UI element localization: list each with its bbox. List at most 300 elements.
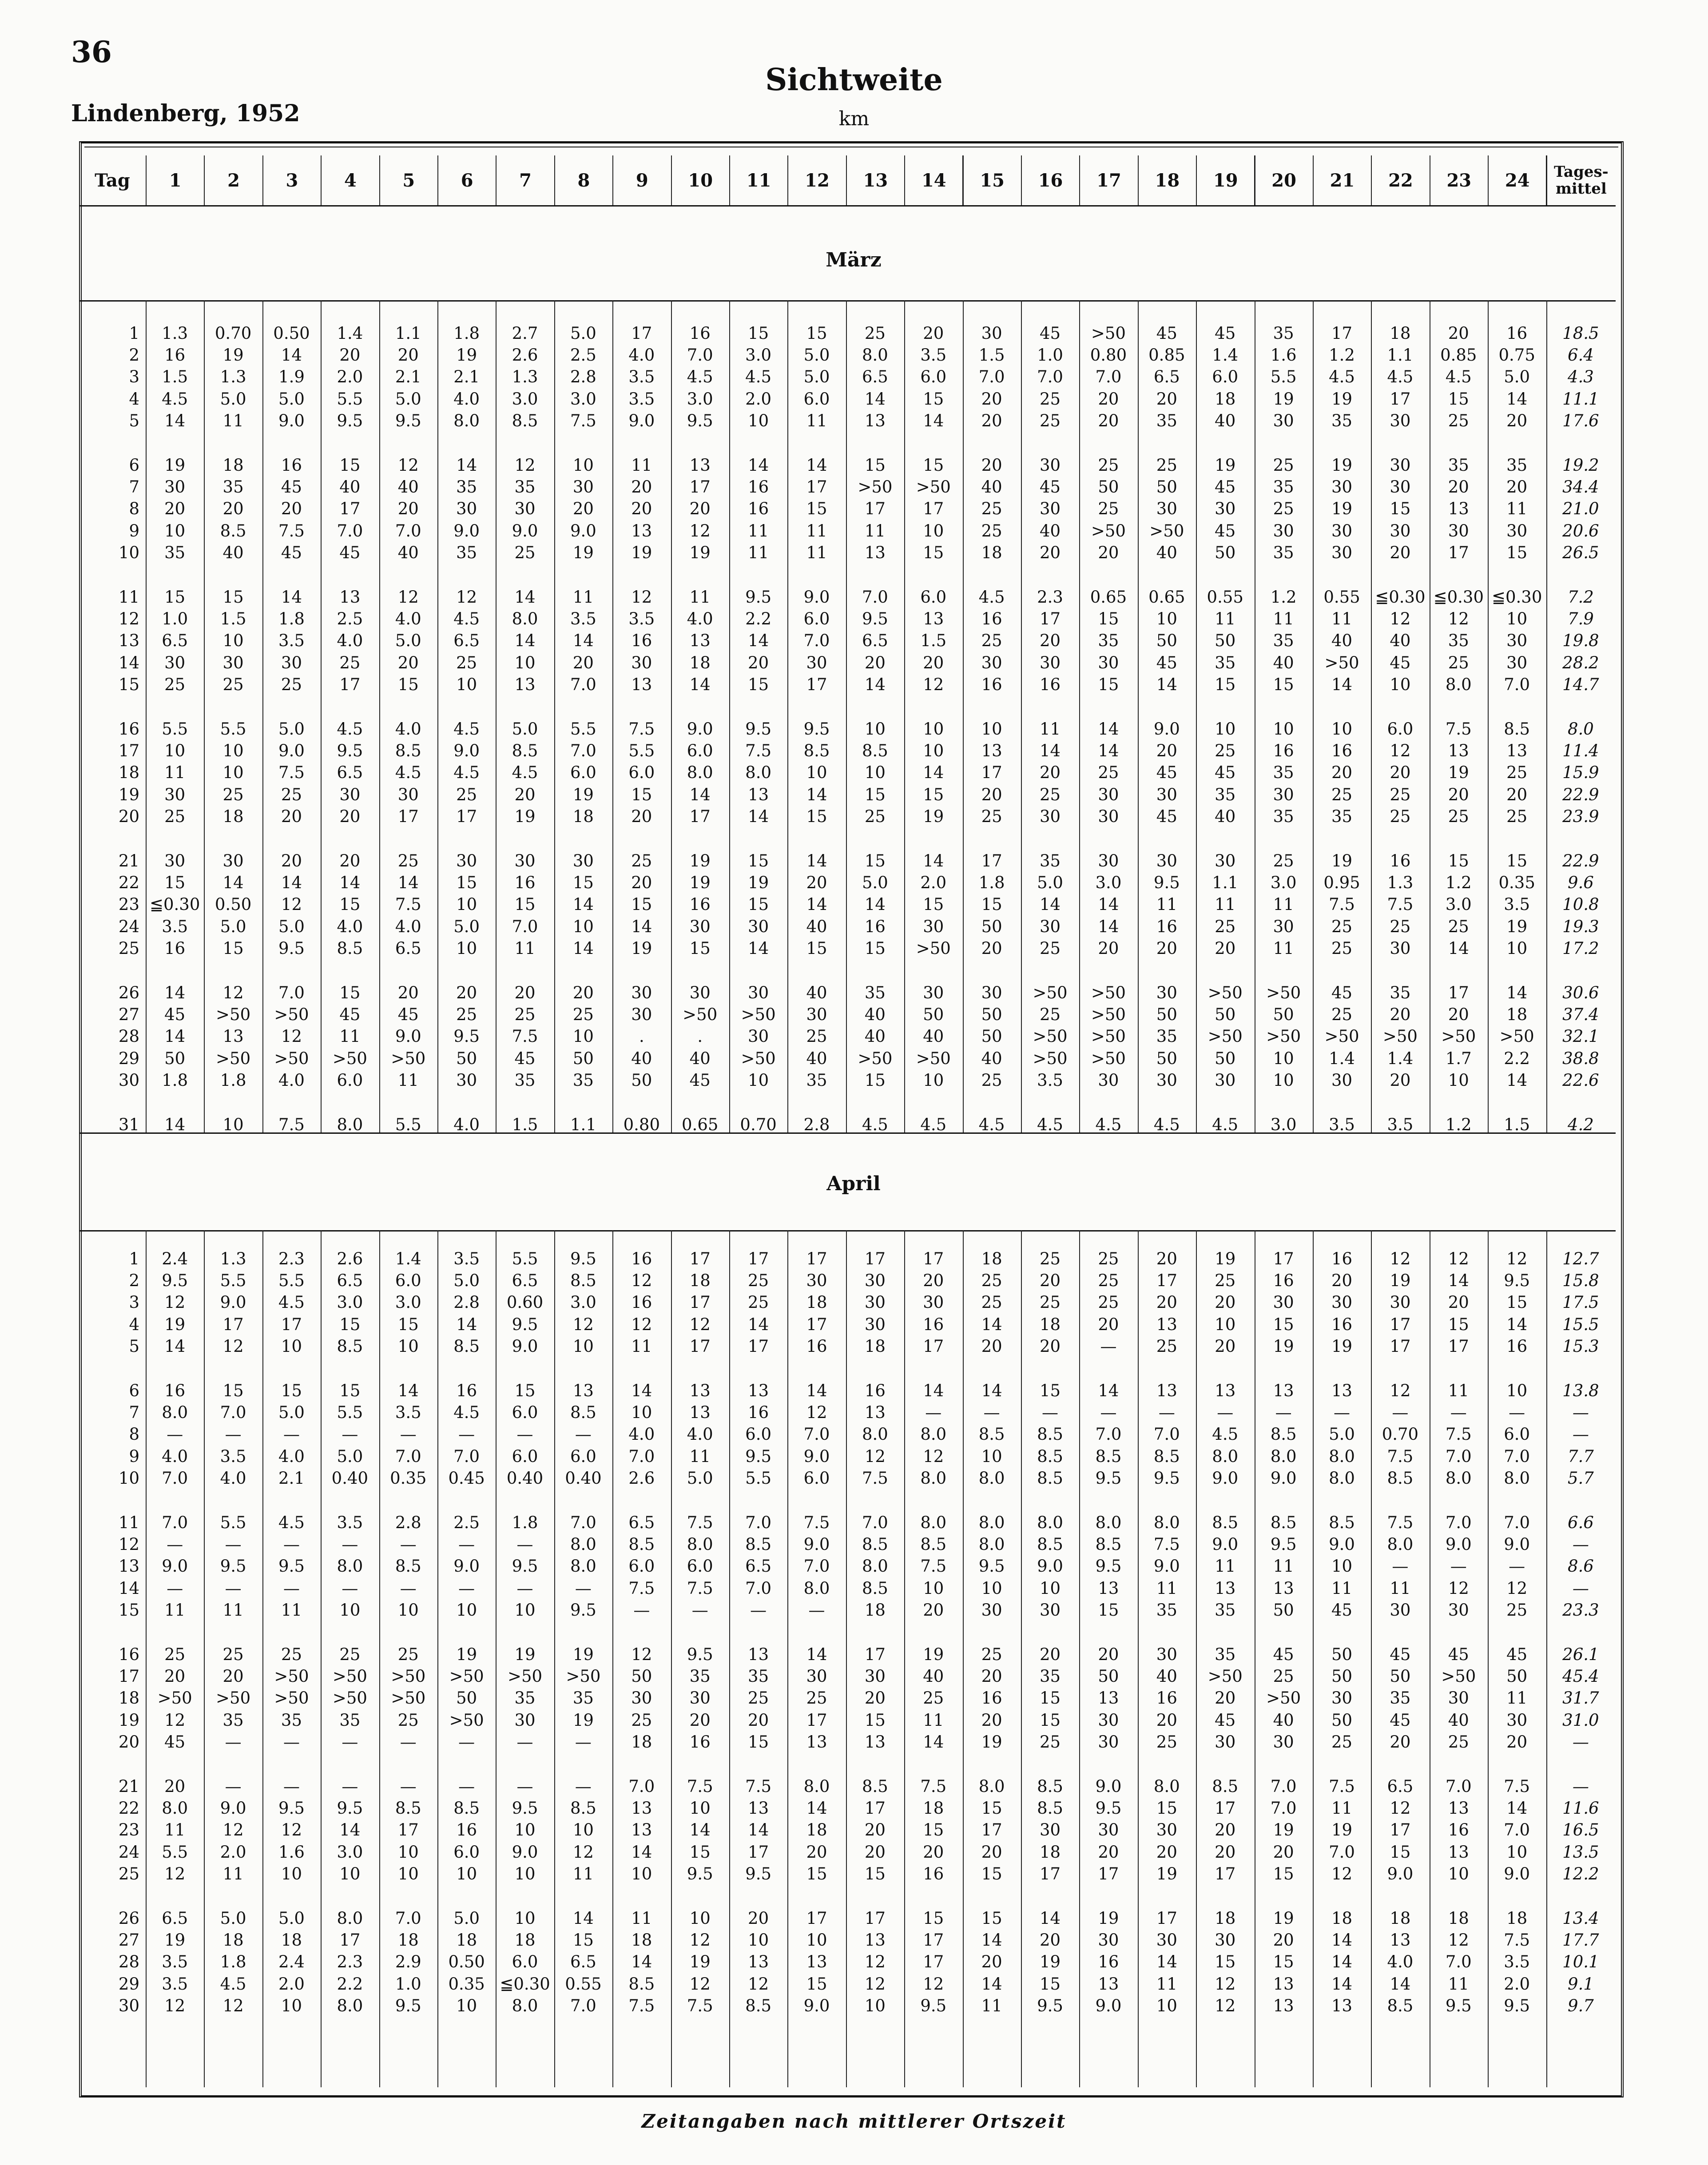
visibility-cell: 8.5	[220, 521, 246, 540]
visibility-cell: 12	[1448, 1249, 1469, 1268]
visibility-cell: 16	[806, 1337, 827, 1356]
visibility-cell: 35	[1156, 411, 1177, 431]
visibility-cell: 3.5	[628, 609, 655, 628]
table-row	[79, 1644, 1616, 1665]
day-cell: 27	[118, 1930, 139, 1950]
column-header-hour-23: 23	[1430, 155, 1488, 205]
visibility-cell: 5.5	[162, 719, 188, 739]
visibility-cell: 13	[864, 1402, 886, 1422]
visibility-cell: 13	[748, 1952, 769, 1972]
visibility-cell: 14	[1390, 1974, 1411, 1994]
header-column-divider	[204, 155, 205, 205]
table-row	[79, 1556, 1616, 1577]
visibility-cell: —	[1509, 1402, 1525, 1422]
visibility-cell: 20	[1040, 763, 1061, 783]
visibility-cell: 14	[281, 587, 302, 607]
visibility-cell: >50	[216, 1049, 251, 1068]
visibility-cell: 11	[1448, 1974, 1469, 1994]
visibility-cell: 12	[631, 1645, 652, 1664]
visibility-cell: 9.5	[745, 719, 772, 739]
visibility-cell: 13	[1098, 1688, 1119, 1708]
visibility-cell: 1.5	[512, 1115, 538, 1134]
visibility-cell: 20	[397, 345, 419, 365]
visibility-cell: 30	[164, 851, 186, 870]
visibility-cell: 9.5	[1037, 1996, 1063, 2016]
visibility-cell: 25	[1331, 785, 1353, 804]
visibility-cell: 30	[1506, 631, 1528, 651]
visibility-cell: 8.0	[1212, 1446, 1239, 1466]
visibility-cell: 30	[1098, 785, 1119, 804]
visibility-cell: 9.5	[395, 1996, 421, 2016]
visibility-cell: 7.5	[278, 521, 305, 540]
visibility-cell: 25	[514, 1005, 536, 1024]
visibility-cell: 7.0	[978, 367, 1005, 387]
table-row	[79, 1048, 1616, 1069]
visibility-cell: 25	[748, 1271, 769, 1290]
visibility-cell: 25	[1331, 1732, 1353, 1752]
visibility-cell: 9.5	[1153, 873, 1180, 892]
visibility-cell: 5.0	[220, 1908, 246, 1928]
visibility-cell: 20	[1273, 1842, 1294, 1862]
visibility-cell: 10	[631, 1402, 652, 1422]
visibility-cell: 6.5	[862, 631, 888, 651]
visibility-cell: 15	[864, 1710, 886, 1730]
visibility-cell: >50	[1266, 983, 1301, 1002]
visibility-cell: 8.5	[1095, 1534, 1122, 1554]
visibility-cell: 8.0	[570, 1557, 596, 1576]
visibility-cell: 30	[1273, 521, 1294, 540]
visibility-cell: 4.0	[337, 917, 363, 936]
day-cell: 29	[118, 1974, 139, 1994]
visibility-cell: 45	[1506, 1645, 1528, 1664]
visibility-cell: 17	[689, 477, 711, 497]
visibility-cell: 3.5	[453, 1249, 480, 1268]
visibility-cell: 9.0	[1095, 1996, 1122, 2016]
visibility-cell: 13	[572, 1381, 594, 1400]
visibility-cell: 20	[864, 1688, 886, 1708]
visibility-cell: 30	[1506, 521, 1528, 540]
visibility-cell: 3.5	[395, 1402, 421, 1422]
visibility-cell: 30	[689, 1688, 711, 1708]
visibility-cell: 10	[1448, 1864, 1469, 1884]
visibility-cell: 45	[1215, 477, 1236, 497]
visibility-cell: 3.5	[278, 631, 305, 651]
table-row	[79, 1336, 1616, 1357]
month-heading: März	[826, 249, 882, 271]
visibility-cell: 17	[1390, 1820, 1411, 1840]
visibility-cell: —	[808, 1601, 825, 1620]
visibility-cell: 30	[1448, 1688, 1469, 1708]
visibility-cell: >50	[1208, 1666, 1243, 1686]
visibility-cell: 7.5	[278, 763, 305, 783]
visibility-cell: 9.5	[570, 1249, 596, 1268]
visibility-cell: 14	[1506, 1315, 1528, 1334]
visibility-cell: 8.0	[337, 1115, 363, 1134]
visibility-cell: 20	[281, 499, 302, 519]
visibility-cell: 10	[923, 521, 944, 540]
visibility-cell: 40	[806, 917, 827, 936]
visibility-cell: 9.5	[1095, 1557, 1122, 1576]
visibility-cell: >50	[1441, 1027, 1476, 1046]
visibility-cell: >50	[1324, 1027, 1359, 1046]
visibility-cell: 9.0	[453, 521, 480, 540]
table-row	[79, 1819, 1616, 1841]
visibility-cell: 10	[164, 741, 186, 760]
visibility-cell: >50	[741, 1005, 776, 1024]
visibility-cell: 11	[1448, 1381, 1469, 1400]
month-heading-rule	[79, 300, 1616, 302]
visibility-cell: —	[575, 1732, 592, 1752]
visibility-cell: 9.5	[337, 741, 363, 760]
visibility-cell: 4.0	[278, 1071, 305, 1090]
visibility-cell: 8.0	[337, 1557, 363, 1576]
header-column-divider	[846, 155, 847, 205]
visibility-cell: 16	[631, 631, 652, 651]
visibility-cell: 12	[281, 895, 302, 914]
visibility-cell: 9.0	[1037, 1557, 1063, 1576]
visibility-cell: 17	[923, 1249, 944, 1268]
visibility-cell: 25	[1448, 1732, 1469, 1752]
column-header-hour-20: 20	[1254, 155, 1312, 205]
visibility-cell: 14	[689, 785, 711, 804]
visibility-cell: 7.5	[628, 1578, 655, 1598]
visibility-cell: 13	[1273, 1996, 1294, 2016]
visibility-cell: 2.0	[1504, 1974, 1530, 1994]
visibility-cell: 20	[923, 1842, 944, 1862]
visibility-cell: 7.0	[1504, 675, 1530, 695]
visibility-cell: 14	[1506, 389, 1528, 409]
visibility-cell: 40	[806, 983, 827, 1002]
visibility-cell: 15	[281, 1381, 302, 1400]
visibility-cell: 19	[1506, 917, 1528, 936]
visibility-cell: 20	[1506, 477, 1528, 497]
table-row	[79, 1665, 1616, 1687]
visibility-cell: 20	[514, 983, 536, 1002]
visibility-cell: 14	[748, 807, 769, 826]
visibility-cell: 35	[1390, 1688, 1411, 1708]
table-row	[79, 1446, 1616, 1467]
visibility-cell: 17	[1273, 1249, 1294, 1268]
visibility-cell: 9.0	[395, 1027, 421, 1046]
visibility-cell: 20	[864, 653, 886, 672]
visibility-cell: 19	[222, 345, 244, 365]
visibility-cell: 7.5	[1329, 895, 1355, 914]
visibility-cell: 4.5	[978, 1115, 1005, 1134]
visibility-cell: 12	[222, 1996, 244, 2016]
visibility-cell: 7.0	[1270, 1776, 1297, 1796]
visibility-cell: 5.5	[220, 1271, 246, 1290]
visibility-cell: 20	[1156, 741, 1177, 760]
visibility-cell: 11	[1506, 499, 1528, 519]
visibility-cell: >50	[858, 1049, 893, 1068]
visibility-cell: 0.65	[682, 1115, 719, 1134]
visibility-cell: 8.0	[803, 1578, 830, 1598]
visibility-cell: 11	[1156, 895, 1177, 914]
visibility-cell: 5.5	[1270, 367, 1297, 387]
day-cell: 11	[118, 1513, 139, 1532]
visibility-cell: 30	[514, 851, 536, 870]
visibility-cell: 8.5	[1037, 1776, 1063, 1796]
table-row	[79, 498, 1616, 520]
visibility-cell: 50	[981, 917, 1002, 936]
visibility-cell: 5.0	[395, 631, 421, 651]
visibility-cell: 8.0	[337, 1996, 363, 2016]
visibility-cell: >50	[449, 1710, 484, 1730]
visibility-cell: 7.5	[1504, 1930, 1530, 1950]
visibility-cell: 12	[1331, 1864, 1353, 1884]
visibility-cell: 11	[572, 587, 594, 607]
visibility-cell: 20	[981, 785, 1002, 804]
visibility-cell: 7.5	[395, 895, 421, 914]
day-cell: 12	[118, 609, 139, 628]
visibility-cell: 16	[1331, 1249, 1353, 1268]
visibility-cell: 11	[1215, 1557, 1236, 1576]
visibility-cell: 14	[806, 1381, 827, 1400]
visibility-cell: 11	[514, 939, 536, 958]
day-cell: 17	[118, 1666, 139, 1686]
visibility-cell: 1.3	[162, 323, 188, 343]
visibility-cell: 30	[1156, 851, 1177, 870]
visibility-cell: 30	[1156, 1071, 1177, 1090]
visibility-cell: 30	[1273, 785, 1294, 804]
visibility-cell: 3.0	[395, 1293, 421, 1312]
visibility-cell: 0.35	[1498, 873, 1535, 892]
daily-mean-cell: 11.1	[1562, 389, 1599, 409]
visibility-cell: 3.5	[1387, 1115, 1414, 1134]
visibility-cell: 17	[1215, 1864, 1236, 1884]
visibility-cell: 45	[164, 1732, 186, 1752]
visibility-cell: 35	[1331, 411, 1353, 431]
visibility-cell: 25	[748, 1293, 769, 1312]
visibility-cell: 45	[281, 543, 302, 563]
visibility-cell: 5.0	[453, 1271, 480, 1290]
visibility-cell: 1.2	[1445, 873, 1472, 892]
visibility-cell: 35	[1390, 983, 1411, 1002]
visibility-cell: 20	[864, 1842, 886, 1862]
visibility-cell: 17	[923, 1930, 944, 1950]
visibility-cell: 2.8	[395, 1513, 421, 1532]
visibility-cell: 17	[748, 1337, 769, 1356]
visibility-cell: 30	[1098, 851, 1119, 870]
visibility-cell: 1.8	[512, 1513, 538, 1532]
visibility-cell: 20	[1448, 1293, 1469, 1312]
day-cell: 21	[118, 851, 139, 870]
daily-mean-cell: 6.6	[1567, 1513, 1594, 1532]
visibility-cell: 9.5	[687, 411, 713, 431]
visibility-cell: 8.5	[1153, 1446, 1180, 1466]
visibility-cell: 12	[864, 1952, 886, 1972]
visibility-cell: —	[458, 1425, 475, 1444]
visibility-cell: 14	[572, 1908, 594, 1928]
visibility-cell: 15	[748, 851, 769, 870]
visibility-cell: >50	[216, 1688, 251, 1708]
visibility-cell: 35	[456, 543, 477, 563]
visibility-cell: 20	[981, 1952, 1002, 1972]
visibility-cell: 2.2	[745, 609, 772, 628]
visibility-cell: 4.5	[1387, 367, 1414, 387]
header-column-divider	[554, 155, 555, 205]
visibility-cell: 19	[1273, 1908, 1294, 1928]
visibility-cell: 20	[1098, 1645, 1119, 1664]
visibility-cell: 13	[1448, 741, 1469, 760]
table-row	[79, 982, 1616, 1003]
visibility-cell: 20	[397, 653, 419, 672]
visibility-cell: 16	[1156, 1688, 1177, 1708]
visibility-cell: 11	[1156, 1974, 1177, 1994]
table-row	[79, 542, 1616, 564]
visibility-cell: 35	[748, 1666, 769, 1686]
visibility-cell: 10	[923, 741, 944, 760]
visibility-cell: 45	[1156, 763, 1177, 783]
visibility-cell: 17	[281, 1315, 302, 1334]
visibility-cell: 20	[1156, 1249, 1177, 1268]
visibility-cell: 8.0	[162, 1798, 188, 1818]
visibility-cell: 9.5	[687, 1645, 713, 1664]
visibility-cell: 4.5	[453, 609, 480, 628]
visibility-cell: 35	[1215, 785, 1236, 804]
visibility-cell: 9.5	[220, 1557, 246, 1576]
daily-mean-cell: 28.2	[1562, 653, 1599, 672]
visibility-cell: 14	[748, 1820, 769, 1840]
daily-mean-cell: 11.6	[1562, 1798, 1599, 1818]
table-row	[79, 740, 1616, 761]
visibility-cell: >50	[332, 1666, 367, 1686]
visibility-cell: >50	[1324, 653, 1359, 672]
visibility-cell: 7.0	[803, 1557, 830, 1576]
visibility-cell: 50	[1390, 1666, 1411, 1686]
visibility-cell: 14	[281, 873, 302, 892]
visibility-cell: —	[400, 1732, 417, 1752]
visibility-cell: 2.0	[745, 389, 772, 409]
visibility-cell: 15	[1448, 1315, 1469, 1334]
visibility-cell: 15	[864, 851, 886, 870]
visibility-cell: 14	[981, 1974, 1002, 1994]
visibility-cell: 11	[281, 1601, 302, 1620]
visibility-cell: 17	[806, 675, 827, 695]
visibility-cell: 20	[1390, 763, 1411, 783]
header-column-divider	[787, 155, 788, 205]
day-cell: 9	[129, 1446, 139, 1466]
visibility-cell: 3.5	[1037, 1071, 1063, 1090]
visibility-cell: 10	[1448, 1071, 1469, 1090]
visibility-cell: 11	[1215, 895, 1236, 914]
visibility-cell: 1.5	[220, 609, 246, 628]
daily-mean-cell: 19.2	[1562, 455, 1599, 475]
visibility-cell: 45	[1215, 323, 1236, 343]
visibility-cell: >50	[566, 1666, 601, 1686]
visibility-cell: 13	[748, 1645, 769, 1664]
visibility-cell: 20	[1331, 1271, 1353, 1290]
visibility-cell: 5.5	[220, 719, 246, 739]
visibility-cell: 14	[164, 411, 186, 431]
daily-mean-cell: 45.4	[1562, 1666, 1599, 1686]
header-column-divider	[146, 155, 147, 205]
visibility-cell: 12	[864, 1974, 886, 1994]
visibility-cell: 15	[981, 895, 1002, 914]
visibility-cell: 0.35	[448, 1974, 485, 1994]
visibility-cell: 18	[1040, 1315, 1061, 1334]
visibility-cell: 3.0	[1445, 895, 1472, 914]
visibility-cell: 11	[631, 1908, 652, 1928]
visibility-cell: —	[516, 1732, 533, 1752]
visibility-cell: —	[1450, 1402, 1467, 1422]
visibility-cell: 19	[164, 1930, 186, 1950]
visibility-cell: 3.5	[162, 1952, 188, 1972]
visibility-cell: >50	[858, 477, 893, 497]
daily-mean-cell: 16.5	[1562, 1820, 1599, 1840]
column-header-hour-4: 4	[321, 155, 379, 205]
visibility-cell: 15	[222, 939, 244, 958]
table-row	[79, 1600, 1616, 1621]
visibility-cell: 9.5	[512, 1798, 538, 1818]
visibility-cell: 4.0	[687, 609, 713, 628]
visibility-cell: 10	[1390, 675, 1411, 695]
visibility-cell: 10	[514, 1820, 536, 1840]
visibility-cell: 8.0	[1504, 1469, 1530, 1488]
visibility-cell: 25	[1215, 741, 1236, 760]
table-row	[79, 938, 1616, 959]
visibility-cell: 7.5	[628, 719, 655, 739]
visibility-cell: 20	[1156, 1842, 1177, 1862]
day-cell: 27	[118, 1005, 139, 1024]
visibility-cell: 25	[1273, 499, 1294, 519]
table-row	[79, 1468, 1616, 1489]
visibility-cell: 10	[222, 763, 244, 783]
visibility-cell: 12	[164, 1293, 186, 1312]
visibility-cell: 7.0	[1270, 1798, 1297, 1818]
daily-mean-cell: 9.6	[1567, 873, 1594, 892]
visibility-cell: 20	[1156, 1293, 1177, 1312]
visibility-cell: 10	[631, 1864, 652, 1884]
visibility-cell: 10	[456, 675, 477, 695]
visibility-cell: 13	[1448, 1798, 1469, 1818]
visibility-cell: —	[575, 1776, 592, 1796]
visibility-cell: 7.0	[1037, 367, 1063, 387]
visibility-cell: 25	[1098, 499, 1119, 519]
visibility-cell: 5.0	[512, 719, 538, 739]
visibility-cell: 7.0	[337, 521, 363, 540]
daily-mean-cell: 37.4	[1562, 1005, 1599, 1024]
visibility-cell: 20	[1215, 939, 1236, 958]
visibility-cell: 35	[514, 1071, 536, 1090]
visibility-cell: 30	[1098, 1710, 1119, 1730]
day-cell: 24	[118, 917, 139, 936]
visibility-cell: 8.0	[745, 763, 772, 783]
visibility-cell: 16	[864, 1381, 886, 1400]
visibility-cell: 15	[1040, 1974, 1061, 1994]
visibility-cell: 1.8	[978, 873, 1005, 892]
visibility-cell: 20	[1506, 785, 1528, 804]
visibility-cell: 14	[864, 675, 886, 695]
daily-mean-cell: —	[1572, 1534, 1589, 1554]
visibility-cell: 16	[981, 1688, 1002, 1708]
visibility-cell: 6.5	[862, 367, 888, 387]
visibility-cell: 20	[1448, 477, 1469, 497]
visibility-cell: 14	[281, 345, 302, 365]
visibility-cell: 8.5	[337, 1337, 363, 1356]
header-column-divider	[1079, 155, 1080, 205]
visibility-cell: 12	[631, 587, 652, 607]
visibility-cell: 4.0	[628, 345, 655, 365]
visibility-cell: 17	[1040, 609, 1061, 628]
visibility-cell: 10	[689, 1798, 711, 1818]
visibility-cell: 50	[1156, 477, 1177, 497]
visibility-cell: 14	[1331, 675, 1353, 695]
visibility-cell: 15	[1506, 1293, 1528, 1312]
visibility-cell: 3.5	[628, 367, 655, 387]
visibility-cell: 25	[981, 499, 1002, 519]
visibility-cell: 19	[572, 1710, 594, 1730]
